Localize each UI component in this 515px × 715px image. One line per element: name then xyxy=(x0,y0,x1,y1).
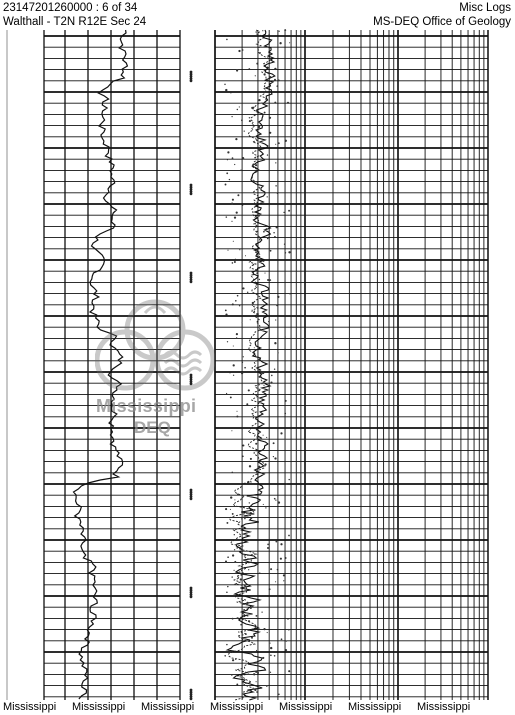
speckle-dot xyxy=(231,116,232,117)
speckle-dot xyxy=(276,226,278,228)
speckle-dot xyxy=(285,337,286,338)
speckle-dot xyxy=(248,620,250,622)
speckle-dot xyxy=(237,194,239,196)
speckle-dot xyxy=(232,554,234,556)
speckle-dot xyxy=(246,602,248,604)
speckle-dot xyxy=(255,671,257,673)
depth-dot xyxy=(190,497,193,500)
speckle-dot xyxy=(230,396,232,398)
speckle-dot xyxy=(242,362,243,363)
speckle-dot xyxy=(273,456,274,457)
speckle-dot xyxy=(226,172,228,174)
speckle-dot xyxy=(263,231,265,233)
speckle-dot xyxy=(256,63,258,65)
speckle-dot xyxy=(254,202,255,203)
speckle-dot xyxy=(249,120,251,122)
speckle-dot xyxy=(250,259,252,261)
speckle-dot xyxy=(262,30,263,31)
speckle-dot xyxy=(248,569,249,570)
speckle-dot xyxy=(230,496,232,498)
speckle-dot xyxy=(225,508,227,510)
speckle-dot xyxy=(259,52,261,54)
speckle-dot xyxy=(256,231,257,232)
speckle-dot xyxy=(289,293,290,294)
speckle-dot xyxy=(240,578,242,580)
watermark-text-line2: DEQ xyxy=(134,418,171,437)
speckle-dot xyxy=(229,179,230,180)
speckle-dot xyxy=(226,522,228,524)
speckle-dot xyxy=(232,513,234,515)
speckle-dot xyxy=(271,375,273,377)
speckle-dot xyxy=(258,686,260,688)
speckle-dot xyxy=(242,49,244,51)
speckle-dot xyxy=(263,385,264,386)
speckle-dot xyxy=(274,102,276,104)
speckle-dot xyxy=(256,650,257,651)
speckle-dot xyxy=(278,694,280,696)
speckle-dot xyxy=(273,442,275,444)
speckle-dot xyxy=(256,272,258,274)
footer-label: Mississippi xyxy=(72,701,126,713)
speckle-dot xyxy=(265,507,266,508)
speckle-dot xyxy=(267,632,268,633)
speckle-dot xyxy=(256,189,257,190)
speckle-dot xyxy=(249,514,251,516)
speckle-dot xyxy=(257,156,258,157)
speckle-dot xyxy=(270,381,272,383)
speckle-dot xyxy=(258,126,260,128)
speckle-dot xyxy=(226,216,227,217)
speckle-dot xyxy=(276,85,278,87)
speckle-dot xyxy=(266,437,267,438)
speckle-dot xyxy=(255,615,257,617)
speckle-dot xyxy=(274,368,275,369)
speckle-dot xyxy=(285,557,287,559)
speckle-dot xyxy=(227,341,228,342)
speckle-dot xyxy=(232,157,234,159)
speckle-dot xyxy=(230,509,231,510)
speckle-dot xyxy=(284,244,285,245)
speckle-dot xyxy=(230,92,231,93)
speckle-dot xyxy=(285,252,287,254)
speckle-dot xyxy=(240,170,242,172)
speckle-dot xyxy=(274,498,276,500)
speckle-dot xyxy=(288,251,290,253)
speckle-dot xyxy=(232,262,234,264)
speckle-dot xyxy=(267,196,268,197)
speckle-dot xyxy=(234,561,236,563)
speckle-dot xyxy=(252,302,254,304)
speckle-dot xyxy=(285,649,287,651)
speckle-dot xyxy=(258,99,260,101)
speckle-dot xyxy=(231,576,232,577)
speckle-dot xyxy=(256,171,257,172)
speckle-dot xyxy=(285,140,287,142)
speckle-dot xyxy=(226,644,227,645)
watermark-text-line1: Mississippi xyxy=(96,396,197,416)
speckle-dot xyxy=(275,185,276,186)
speckle-dot xyxy=(267,72,269,74)
speckle-dot xyxy=(275,319,276,320)
speckle-dot xyxy=(234,164,235,165)
speckle-dot xyxy=(235,300,237,302)
speckle-dot xyxy=(275,162,276,163)
speckle-dot xyxy=(250,319,251,320)
speckle-dot xyxy=(236,416,238,418)
speckle-dot xyxy=(284,29,286,31)
speckle-dot xyxy=(231,430,232,431)
speckle-dot xyxy=(288,535,290,537)
speckle-dot xyxy=(241,119,243,121)
speckle-dot xyxy=(288,479,289,480)
speckle-dot xyxy=(269,588,271,590)
speckle-dot xyxy=(248,389,250,391)
speckle-dot xyxy=(236,684,238,686)
speckle-dot xyxy=(259,376,261,378)
speckle-dot xyxy=(242,517,243,518)
speckle-dot xyxy=(284,413,286,415)
speckle-dot xyxy=(277,193,278,194)
speckle-dot xyxy=(259,279,260,280)
footer-label: Mississippi xyxy=(141,701,195,713)
speckle-dot xyxy=(244,518,245,519)
speckle-dot xyxy=(241,372,243,374)
speckle-dot xyxy=(227,586,228,587)
speckle-dot xyxy=(286,640,287,641)
speckle-dot xyxy=(257,473,259,475)
speckle-dot xyxy=(280,558,282,560)
speckle-dot xyxy=(267,154,268,155)
speckle-dot xyxy=(267,279,269,281)
speckle-dot xyxy=(268,34,269,35)
well-location: Walthall - T2N R12E Sec 24 xyxy=(3,16,147,28)
speckle-dot xyxy=(244,619,245,620)
speckle-dot xyxy=(274,79,276,81)
speckle-dot xyxy=(255,31,257,33)
speckle-dot xyxy=(273,232,274,233)
speckle-dot xyxy=(269,132,271,134)
speckle-dot xyxy=(288,670,290,672)
speckle-dot xyxy=(270,279,272,281)
speckle-dot xyxy=(268,321,269,322)
speckle-dot xyxy=(246,403,248,405)
speckle-dot xyxy=(256,428,258,430)
speckle-dot xyxy=(235,259,236,260)
speckle-dot xyxy=(240,624,242,626)
speckle-dot xyxy=(288,210,290,212)
speckle-dot xyxy=(237,109,238,110)
footer-label: Mississippi xyxy=(417,701,471,713)
speckle-dot xyxy=(233,345,234,346)
speckle-dot xyxy=(270,643,271,644)
speckle-dot xyxy=(243,356,244,357)
speckle-dot xyxy=(242,613,244,615)
speckle-dot xyxy=(283,212,284,213)
speckle-dot xyxy=(285,400,287,402)
speckle-dot xyxy=(239,106,240,107)
speckle-dot xyxy=(232,659,234,661)
speckle-dot xyxy=(257,314,259,316)
speckle-dot xyxy=(255,443,257,445)
speckle-dot xyxy=(232,618,234,620)
speckle-dot xyxy=(261,413,262,414)
speckle-dot xyxy=(241,322,242,323)
speckle-dot xyxy=(265,463,267,465)
speckle-dot xyxy=(276,305,278,307)
speckle-dot xyxy=(277,569,279,571)
speckle-dot xyxy=(283,580,284,581)
speckle-dot xyxy=(249,465,251,467)
speckle-dot xyxy=(251,637,253,639)
speckle-dot xyxy=(234,499,235,500)
speckle-dot xyxy=(258,215,260,217)
speckle-dot xyxy=(274,236,276,238)
speckle-dot xyxy=(253,673,255,675)
speckle-dot xyxy=(226,591,228,593)
speckle-dot xyxy=(256,681,257,682)
document-id: 23147201260000 : 6 of 34 xyxy=(3,2,138,14)
speckle-dot xyxy=(235,138,237,140)
speckle-dot xyxy=(232,199,234,201)
speckle-dot xyxy=(243,604,244,605)
speckle-dot xyxy=(234,534,235,535)
speckle-dot xyxy=(266,228,268,230)
speckle-dot xyxy=(234,261,236,263)
speckle-dot xyxy=(241,518,242,519)
footer-label: Mississippi xyxy=(348,701,402,713)
speckle-dot xyxy=(236,69,238,71)
speckle-dot xyxy=(244,130,245,131)
speckle-dot xyxy=(278,142,280,144)
speckle-dot xyxy=(264,112,266,114)
speckle-dot xyxy=(236,212,238,214)
speckle-dot xyxy=(229,650,230,651)
speckle-dot xyxy=(262,657,264,659)
speckle-dot xyxy=(254,689,256,691)
speckle-dot xyxy=(274,457,276,459)
log-type: Misc Logs xyxy=(459,2,511,14)
speckle-dot xyxy=(247,481,249,483)
speckle-dot xyxy=(258,466,260,468)
depth-dot xyxy=(190,280,193,283)
speckle-dot xyxy=(224,84,225,85)
speckle-dot xyxy=(275,581,276,582)
speckle-dot xyxy=(254,347,255,348)
speckle-dot xyxy=(280,543,282,545)
speckle-dot xyxy=(234,216,236,218)
speckle-dot xyxy=(287,102,289,104)
speckle-dot xyxy=(247,292,248,293)
speckle-dot xyxy=(225,89,227,91)
speckle-dot xyxy=(252,274,253,275)
speckle-dot xyxy=(237,295,239,297)
depth-dot xyxy=(190,192,193,195)
speckle-dot xyxy=(279,42,281,44)
speckle-dot xyxy=(267,547,269,549)
speckle-dot xyxy=(270,672,271,673)
speckle-dot xyxy=(270,76,272,78)
speckle-dot xyxy=(242,205,243,206)
speckle-dot xyxy=(267,238,269,240)
speckle-dot xyxy=(233,570,234,571)
speckle-dot xyxy=(239,305,240,306)
speckle-dot xyxy=(289,42,290,43)
speckle-dot xyxy=(270,647,272,649)
speckle-dot xyxy=(235,659,236,660)
speckle-dot xyxy=(262,372,264,374)
speckle-dot xyxy=(254,509,256,511)
speckle-dot xyxy=(274,342,276,344)
speckle-dot xyxy=(263,628,265,630)
footer-label: Mississippi xyxy=(279,701,333,713)
depth-dot xyxy=(190,79,193,82)
speckle-dot xyxy=(263,504,264,505)
speckle-dot xyxy=(227,151,229,153)
speckle-dot xyxy=(238,50,240,52)
footer-label: Mississippi xyxy=(3,701,57,713)
speckle-dot xyxy=(278,79,280,81)
speckle-dot xyxy=(253,264,255,266)
depth-dot xyxy=(190,595,193,598)
speckle-dot xyxy=(263,435,264,436)
speckle-dot xyxy=(242,455,244,457)
speckle-dot xyxy=(225,314,227,316)
speckle-dot xyxy=(279,31,280,32)
footer-label: Mississippi xyxy=(210,701,264,713)
speckle-dot xyxy=(231,221,232,222)
speckle-dot xyxy=(270,654,272,656)
speckle-dot xyxy=(231,674,233,676)
speckle-dot xyxy=(242,444,244,446)
speckle-dot xyxy=(264,273,265,274)
speckle-dot xyxy=(245,255,246,256)
speckle-dot xyxy=(234,549,235,550)
speckle-dot xyxy=(259,572,260,573)
speckle-dot xyxy=(248,68,250,70)
speckle-dot xyxy=(226,393,227,394)
speckle-dot xyxy=(227,159,228,160)
speckle-dot xyxy=(227,556,229,558)
speckle-dot xyxy=(270,250,272,252)
speckle-dot xyxy=(254,311,256,313)
speckle-dot xyxy=(232,472,233,473)
speckle-dot xyxy=(288,629,290,631)
speckle-dot xyxy=(277,352,278,353)
speckle-dot xyxy=(258,383,259,384)
speckle-dot xyxy=(233,241,234,242)
speckle-dot xyxy=(225,184,227,186)
speckle-dot xyxy=(275,541,277,543)
speckle-dot xyxy=(269,117,271,119)
speckle-dot xyxy=(242,157,244,159)
speckle-dot xyxy=(267,544,269,546)
speckle-dot xyxy=(236,411,237,412)
speckle-dot xyxy=(281,638,283,640)
speckle-dot xyxy=(242,287,244,289)
speckle-dot xyxy=(253,107,255,109)
speckle-dot xyxy=(255,75,256,76)
speckle-dot xyxy=(226,39,228,41)
speckle-dot xyxy=(241,550,242,551)
speckle-dot xyxy=(256,691,258,693)
speckle-dot xyxy=(227,250,228,251)
speckle-dot xyxy=(261,611,262,612)
speckle-dot xyxy=(244,367,246,369)
speckle-dot xyxy=(280,432,282,434)
speckle-dot xyxy=(255,164,257,166)
speckle-dot xyxy=(287,619,288,620)
speckle-dot xyxy=(283,574,285,576)
speckle-dot xyxy=(277,382,278,383)
speckle-dot xyxy=(233,375,234,376)
speckle-dot xyxy=(231,203,233,205)
speckle-dot xyxy=(236,337,237,338)
speckle-dot xyxy=(233,364,235,366)
speckle-dot xyxy=(275,144,276,145)
speckle-dot xyxy=(274,68,276,70)
speckle-dot xyxy=(275,499,276,500)
speckle-dot xyxy=(249,117,250,118)
speckle-dot xyxy=(277,296,279,298)
speckle-dot xyxy=(229,372,230,373)
speckle-dot xyxy=(286,483,287,484)
speckle-dot xyxy=(263,73,265,75)
speckle-dot xyxy=(274,655,276,657)
speckle-dot xyxy=(249,502,250,503)
speckle-dot xyxy=(250,458,252,460)
speckle-dot xyxy=(232,303,234,305)
speckle-dot xyxy=(225,309,227,311)
speckle-dot xyxy=(257,672,259,674)
speckle-dot xyxy=(284,439,285,440)
speckle-dot xyxy=(237,493,239,495)
speckle-dot xyxy=(239,249,240,250)
speckle-dot xyxy=(258,267,260,269)
speckle-dot xyxy=(225,560,227,562)
footer-label-row xyxy=(0,700,515,715)
agency-name: MS-DEQ Office of Geology xyxy=(373,16,511,28)
speckle-dot xyxy=(236,333,238,335)
speckle-dot xyxy=(263,260,265,262)
speckle-dot xyxy=(224,655,226,657)
speckle-dot xyxy=(266,685,268,687)
speckle-dot xyxy=(270,568,272,570)
speckle-dot xyxy=(278,501,280,503)
